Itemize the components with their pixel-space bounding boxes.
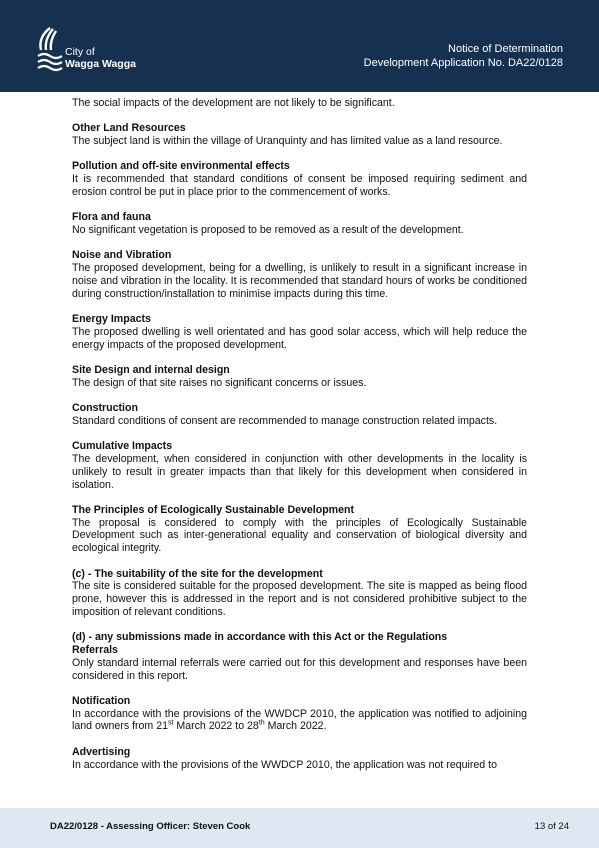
suitability-section — [72, 568, 527, 619]
section-heading: Energy Impacts — [72, 313, 151, 326]
document-body — [72, 97, 527, 784]
section-text: The site is considered suitable for the proposed development. The site is mapped as being flood prone, however this is addressed in the report and is not considered prohibitive subject to the imposition of relevant conditions. — [72, 580, 527, 618]
submissions-section — [72, 631, 527, 682]
section-text: It is recommended that standard conditions of consent be imposed requiring sediment and erosion control be put in place prior to the commencement of works. — [72, 173, 527, 198]
section-heading: Other Land Resources — [72, 122, 186, 135]
ordinal-suffix-st: st — [167, 719, 174, 727]
application-number: Development Application No. DA22/0128 — [363, 57, 563, 69]
notification-text-part-2: March 2022 to 28 — [173, 720, 259, 733]
notification-section — [72, 695, 527, 733]
notification-text-part-1: In accordance with the provisions of the WWDCP 2010, the application was notified to adjoining land owners from 21 — [72, 707, 527, 733]
intro-section — [72, 97, 527, 110]
section-text: Only standard internal referrals were carried out for this development and responses have been considered in this report. — [72, 656, 527, 682]
wagga-wagga-logo-icon — [36, 26, 64, 74]
section-text: Standard conditions of consent are recommended to manage construction related impacts. — [72, 414, 498, 427]
section-heading: Noise and Vibration — [72, 249, 172, 262]
advertising-section — [72, 746, 527, 772]
section-text: The development, when considered in conjunction with other developments in the locality is unlikely to result in greater impacts than that likely for this development when considered in isolation. — [72, 452, 527, 491]
page-header — [0, 0, 599, 92]
construction-section — [72, 402, 527, 428]
cumulative-section — [72, 440, 527, 491]
section-heading: (d) - any submissions made in accordance with this Act or the Regulations — [72, 631, 448, 644]
section-text: The proposed development, being for a dwelling, is unlikely to result in a significant increase in noise and vibration in the locality. It is recommended that standard hours of works be conditioned during construction/installation to minimise impacts during this time. — [72, 262, 527, 300]
section-heading: The Principles of Ecologically Sustainable Development — [72, 503, 354, 516]
notification-text-part-3: March 2022. — [264, 720, 327, 733]
esd-section — [72, 504, 527, 555]
pollution-section — [72, 160, 527, 198]
site-design-section — [72, 364, 527, 390]
section-text: The subject land is within the village of Uranquinty and has limited value as a land resource. — [72, 135, 503, 148]
section-heading: Pollution and off-site environmental effects — [72, 160, 290, 173]
page-footer — [0, 808, 599, 848]
document-title — [364, 42, 563, 70]
section-heading: Construction — [72, 402, 138, 415]
logo-wordmark — [65, 46, 136, 70]
section-text: No significant vegetation is proposed to be removed as a result of the development. — [72, 224, 464, 237]
notice-title: Notice of Determination — [448, 43, 563, 55]
logo-line-2: Wagga Wagga — [65, 58, 136, 70]
assessing-officer: DA22/0128 - Assessing Officer: Steven Cook — [50, 821, 251, 832]
section-subheading: Referrals — [72, 644, 118, 656]
other-land-section — [72, 122, 527, 148]
logo-line-1: City of — [65, 46, 95, 58]
intro-text: The social impacts of the development are not likely to be significant. — [72, 97, 395, 109]
council-logo — [36, 26, 146, 76]
section-heading: Site Design and internal design — [72, 363, 230, 376]
section-text: In accordance with the provisions of the WWDCP 2010, the application was not required to — [72, 758, 497, 771]
section-heading: Notification — [72, 694, 131, 707]
noise-section — [72, 249, 527, 300]
section-heading: (c) - The suitability of the site for the development — [72, 567, 323, 580]
ordinal-suffix-th: th — [258, 719, 265, 727]
flora-section — [72, 211, 527, 237]
section-text — [72, 708, 527, 734]
section-text: The design of that site raises no significant concerns or issues. — [72, 376, 367, 389]
page-number: 13 of 24 — [534, 821, 569, 832]
section-text: The proposed dwelling is well orientated and has good solar access, which will help reduce the energy impacts of the proposed development. — [72, 325, 527, 351]
section-heading: Advertising — [72, 745, 131, 758]
section-text: The proposal is considered to comply with the principles of Ecologically Sustainable Development such as inter-generational equality and conservation of biological diversity and ecological integrity. — [72, 516, 527, 555]
section-heading: Flora and fauna — [72, 211, 151, 224]
energy-section — [72, 313, 527, 351]
section-heading: Cumulative Impacts — [72, 440, 173, 453]
